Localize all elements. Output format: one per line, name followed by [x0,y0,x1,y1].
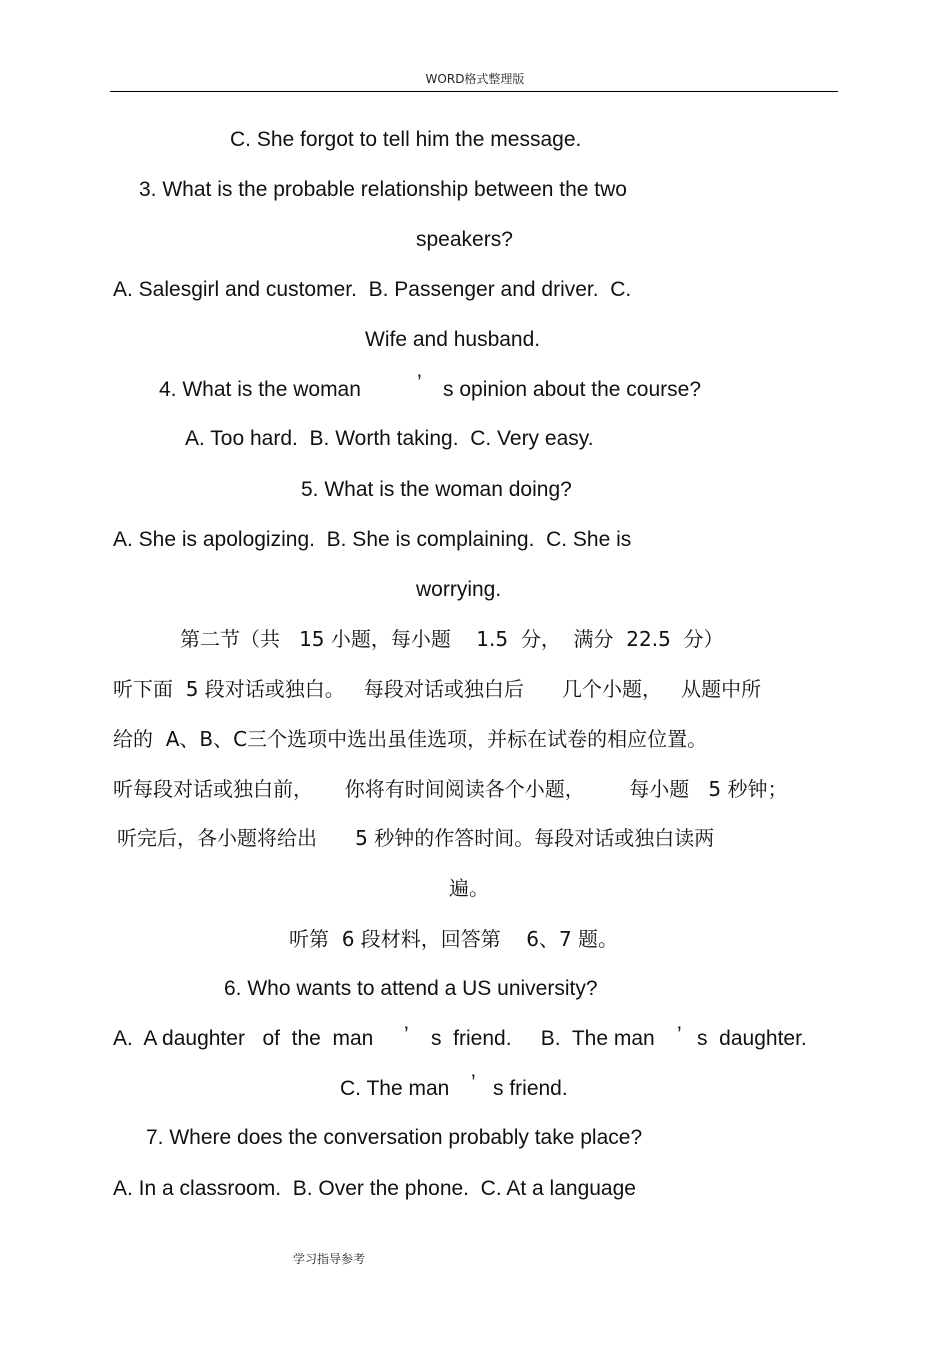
options-6-cont-part1: C. The man [340,1077,450,1100]
option-line-2c: C. She forgot to tell him the message. [230,128,582,151]
options-5: A. She is apologizing. B. She is complaining. C. She is [113,528,632,551]
instruction-line-4: 听完后，各小题将给出 5 秒钟的作答时间。每段对话或独白读两 [117,826,715,850]
instruction-line-3: 听每段对话或独白前， 你将有时间阅读各个小题， 每小题 5 秒钟； [113,777,788,801]
apostrophe-mark: ’ [417,371,422,394]
header-divider [110,91,838,92]
options-3-cont: Wife and husband. [365,328,541,351]
instruction-line-5: 遍。 [449,876,489,900]
question-3: 3. What is the probable relationship between the two [139,178,627,201]
options-5-cont: worrying. [416,578,502,601]
options-6-cont-part2: s friend. [493,1077,568,1100]
apostrophe-mark: ’ [404,1023,409,1046]
apostrophe-mark: ’ [471,1071,476,1094]
options-3: A. Salesgirl and customer. B. Passenger and driver. C. [113,278,632,301]
question-4-part1: 4. What is the woman [159,378,361,401]
question-3-cont: speakers? [416,228,513,251]
material-6-heading: 听第 6 段材料，回答第 6、7 题。 [289,927,619,951]
options-7: A. In a classroom. B. Over the phone. C. At a language [113,1177,636,1200]
section-title: 第二节（共 15 小题，每小题 1.5 分， 满分 22.5 分） [180,627,724,651]
question-7: 7. Where does the conversation probably take place? [146,1126,643,1149]
instruction-line-2: 给的 A、B、C三个选项中选出虽佳选项，并标在试卷的相应位置。 [113,727,708,751]
question-5: 5. What is the woman doing? [301,478,572,501]
page-footer: 学习指导参考 [293,1252,366,1266]
instruction-line-1: 听下面 5 段对话或独白。 每段对话或独白后 几个小题， 从题中所 [113,677,762,701]
apostrophe-mark: ’ [677,1023,682,1046]
options-6-part3: s daughter. [697,1027,807,1050]
options-6-part2: s friend. B. The man [431,1027,655,1050]
options-6-part1: A. A daughter of the man [113,1027,374,1050]
options-4: A. Too hard. B. Worth taking. C. Very easy. [185,427,594,450]
question-6: 6. Who wants to attend a US university? [224,977,598,1000]
question-4-part2: s opinion about the course? [443,378,702,401]
page-header: WORD格式整理版 [425,72,525,86]
